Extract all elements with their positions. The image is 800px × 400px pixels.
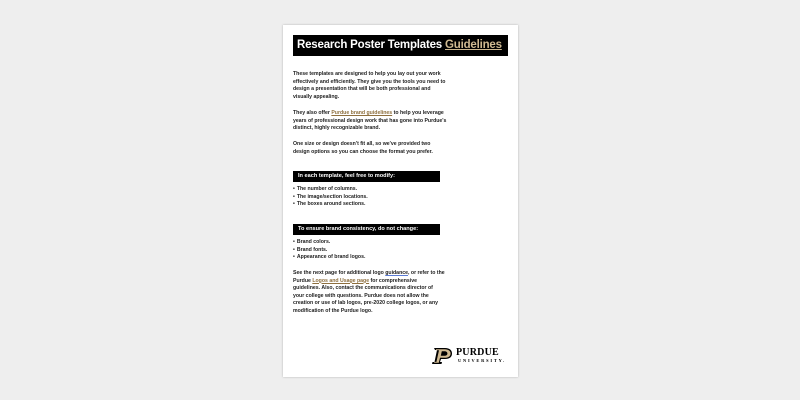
list-item: • The image/section locations. <box>293 194 368 202</box>
consistency-heading: To ensure brand consistency, do not change: <box>293 224 440 235</box>
logo-wordmark: PURDUE <box>456 347 499 358</box>
logo-subtitle: UNIVERSITY. <box>458 358 507 363</box>
brand-text-after: to help you leverage years of professional design work that has gone into Purdue's distinct, highly recognizable brand. <box>293 110 447 132</box>
brand-paragraph <box>293 110 448 133</box>
list-item: • Brand fonts. <box>293 247 365 255</box>
logos-usage-link[interactable]: Logos and Usage page <box>312 277 370 284</box>
list-item: • The boxes around sections. <box>293 201 368 209</box>
list-item: • Appearance of brand logos. <box>293 254 365 262</box>
brand-text-before: They also offer <box>293 110 332 116</box>
closing-text-after: for comprehensive guidelines. Also, contact the communications director of your college with questions. Purdue does not allow the creation or use of lab logos, pre-2020 college logos, or any modification of the Purdue logo. <box>293 277 438 314</box>
logo-guidance-text: guidance <box>385 270 409 276</box>
purdue-p-icon <box>431 347 453 365</box>
consistency-list <box>293 239 365 262</box>
closing-text-before: See the next page for additional logo <box>293 270 386 276</box>
closing-text-mid: , or refer to the Purdue <box>293 270 445 284</box>
brand-guidelines-link[interactable]: Purdue brand guidelines <box>331 110 393 116</box>
page-title <box>293 35 508 56</box>
purdue-logo <box>431 347 509 365</box>
options-paragraph: One size or design doesn't fit all, so we've provided two design options so you can choose the format you prefer. <box>293 141 433 155</box>
modify-heading: In each template, feel free to modify: <box>293 171 440 182</box>
intro-paragraph: These templates are designed to help you lay out your work effectively and efficiently. They give you the tools you need to design a presentation that will be both professional and visually appealing. <box>293 71 446 100</box>
modify-list <box>293 186 368 209</box>
list-item: • The number of columns. <box>293 186 368 194</box>
title-main: Research Poster Templates <box>297 39 445 51</box>
title-accent: Guidelines <box>445 39 502 51</box>
document-page <box>283 25 518 377</box>
list-item: • Brand colors. <box>293 239 365 247</box>
closing-paragraph <box>293 270 445 316</box>
